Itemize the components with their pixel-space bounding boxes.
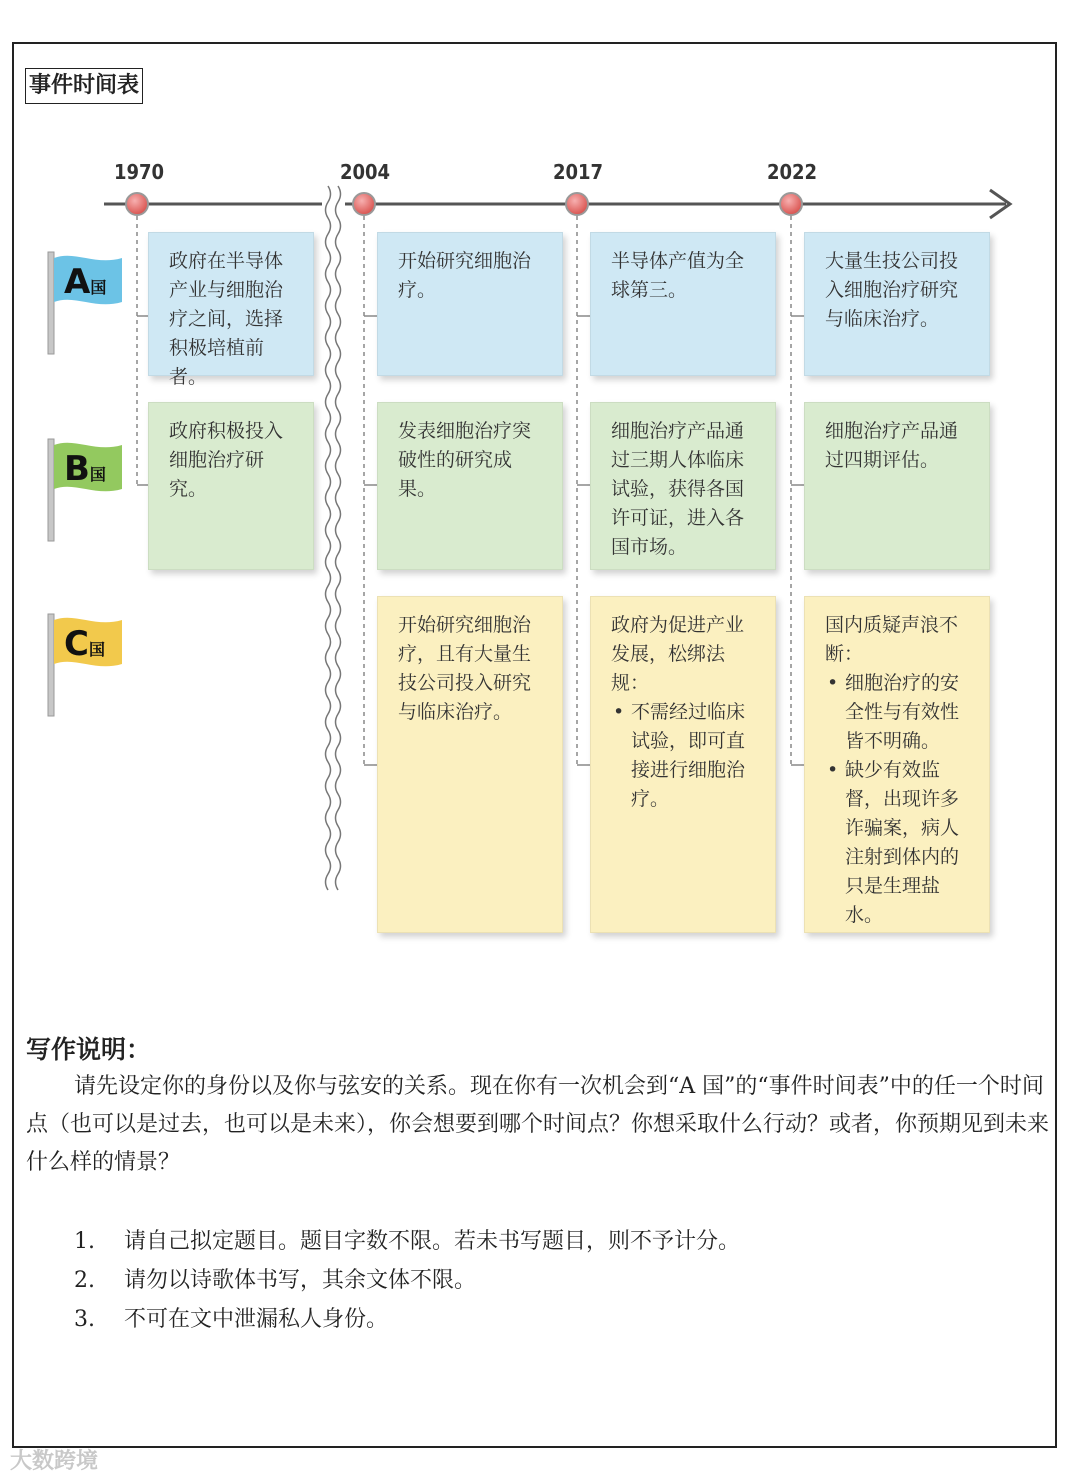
rule-item: 2. 请勿以诗歌体书写，其余文体不限。 xyxy=(74,1268,477,1293)
year-2017: 2017 xyxy=(553,160,604,184)
card-c-2004: 开始研究细胞治疗，且有大量生技公司投入研究与临床治疗。 xyxy=(377,596,563,933)
card-c-2017 xyxy=(590,596,776,933)
year-2022: 2022 xyxy=(767,160,818,184)
timeline-break xyxy=(326,186,331,890)
rule-item: 3. 不可在文中泄漏私人身份。 xyxy=(74,1307,389,1332)
list-item: • 缺少有效监督，出现许多诈骗案，病人注射到体内的只是生理盐水。 xyxy=(825,756,971,930)
card-b-2004: 发表细胞治疗突破性的研究成果。 xyxy=(377,402,563,570)
rules-list xyxy=(74,1222,740,1339)
instructions-paragraph xyxy=(26,1068,1050,1182)
card-b-1970: 政府积极投入细胞治疗研究。 xyxy=(148,402,314,570)
card-a-1970: 政府在半导体产业与细胞治疗之间，选择积极培植前者。 xyxy=(148,232,314,376)
card-a-2022: 大量生技公司投入细胞治疗研究与临床治疗。 xyxy=(804,232,990,376)
card-c-2022-list xyxy=(825,669,971,930)
flag-c-label: C国 xyxy=(64,624,105,664)
timeline-dot-2017 xyxy=(566,193,588,215)
card-c-2022 xyxy=(804,596,990,933)
card-a-2004: 开始研究细胞治疗。 xyxy=(377,232,563,376)
flag-b-label: B国 xyxy=(64,449,106,489)
card-c-2022-intro: 国内质疑声浪不断： xyxy=(825,614,959,665)
watermark: 大数跨境 xyxy=(10,1449,99,1474)
instructions-paragraph-text: 请先设定你的身份以及你与弦安的关系。现在你有一次机会到“A 国”的“事件时间表”中的任一个时间点（也可以是过去，也可以是未来），你会想要到哪个时间点？你想采取什么行动？或者，你预期见到未来什么样的情景？ xyxy=(26,1074,1050,1175)
instructions-heading: 写作说明： xyxy=(26,1035,152,1064)
timeline-dot-2022 xyxy=(780,193,802,215)
page-title: 事件时间表 xyxy=(25,68,143,104)
timeline-dot-1970 xyxy=(126,193,148,215)
flag-a-label: A国 xyxy=(64,262,107,302)
list-item: • 细胞治疗的安全性与有效性皆不明确。 xyxy=(825,669,971,756)
card-c-2017-list xyxy=(611,698,757,814)
card-b-2022: 细胞治疗产品通过四期评估。 xyxy=(804,402,990,570)
card-b-2017: 细胞治疗产品通过三期人体临床试验，获得各国许可证，进入各国市场。 xyxy=(590,402,776,570)
year-2004: 2004 xyxy=(340,160,391,184)
card-a-2017: 半导体产值为全球第三。 xyxy=(590,232,776,376)
timeline-dot-2004 xyxy=(353,193,375,215)
year-1970: 1970 xyxy=(114,160,165,184)
card-c-2017-intro: 政府为促进产业发展，松绑法规： xyxy=(611,614,745,694)
list-item: • 不需经过临床试验，即可直接进行细胞治疗。 xyxy=(611,698,757,814)
rule-item: 1. 请自己拟定题目。题目字数不限。若未书写题目，则不予计分。 xyxy=(74,1229,741,1254)
